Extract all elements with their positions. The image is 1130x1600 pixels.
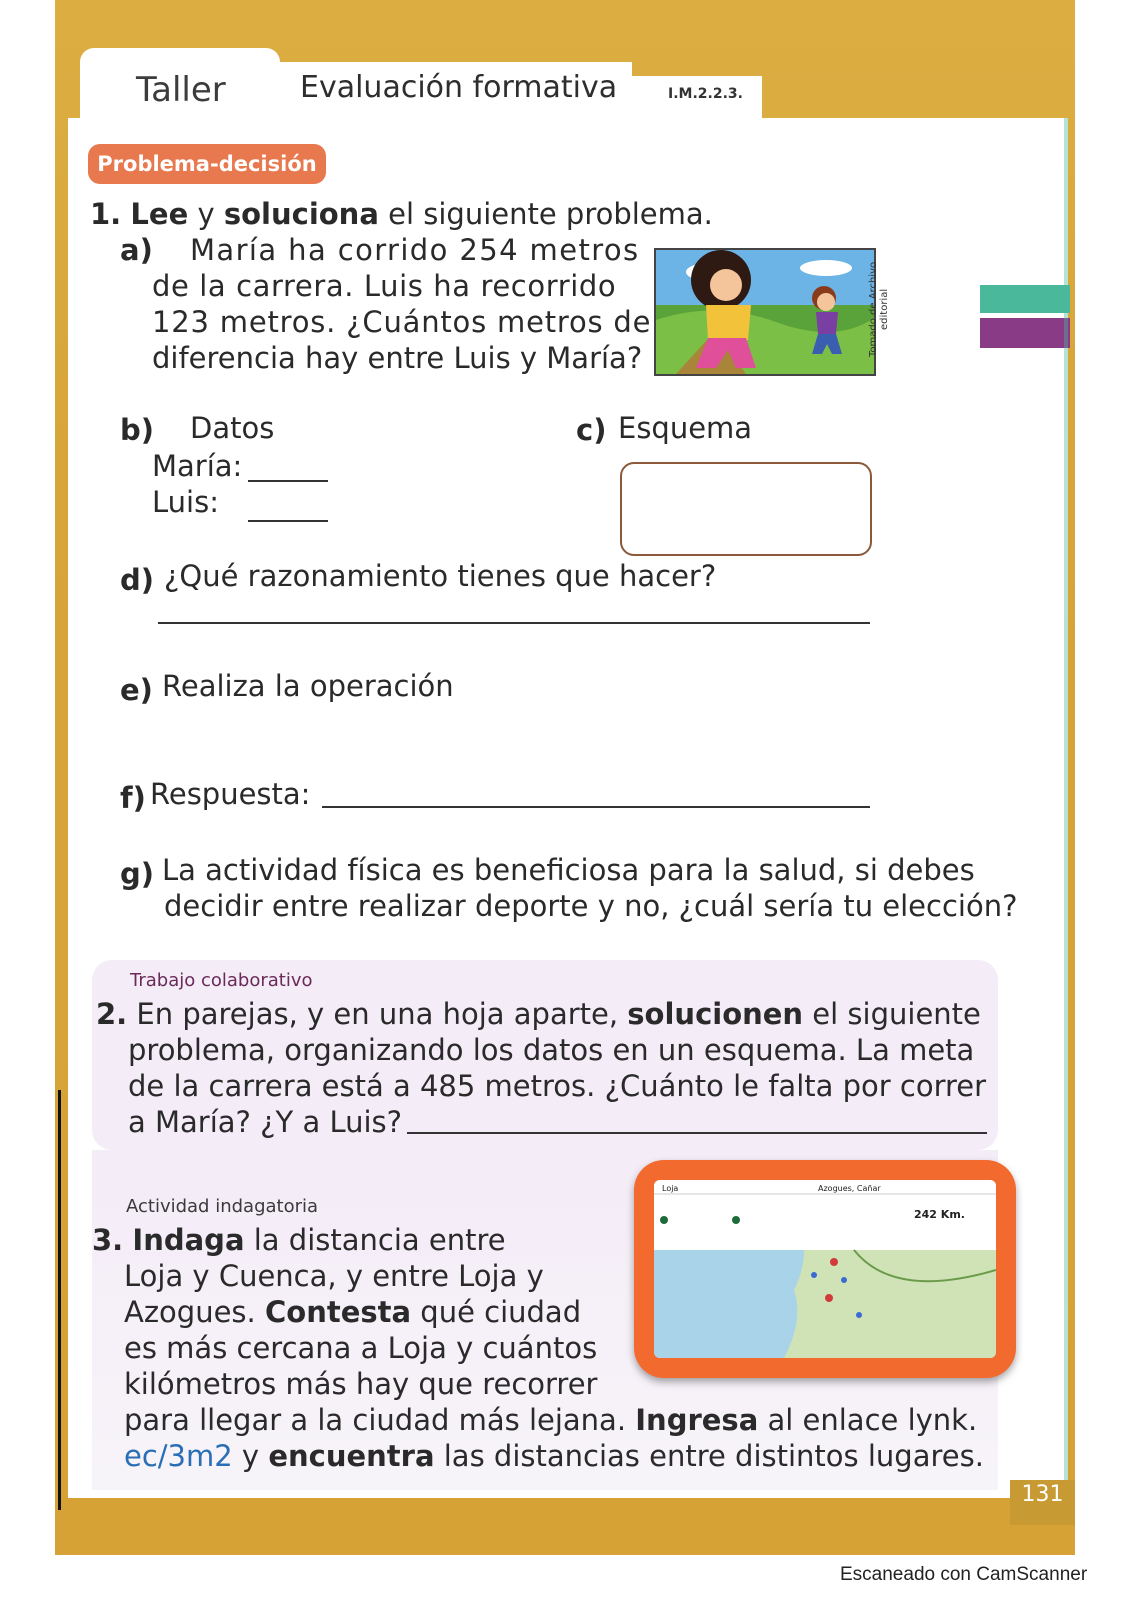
trabajo-colaborativo-label: Trabajo colaborativo xyxy=(130,970,313,991)
datos-luis-blank[interactable] xyxy=(248,520,328,522)
item-d-letter: d) xyxy=(120,563,155,597)
question-1-heading: 1. Lee y soluciona el siguiente problema. xyxy=(90,197,713,231)
problem-type-badge: Problema-decisión xyxy=(88,144,326,184)
item-f-text: Respuesta: xyxy=(150,777,311,811)
image-credit: Tomado de Archivo editorial xyxy=(868,261,890,357)
map-destination-label: Azogues, Cañar xyxy=(818,1184,881,1193)
question-2-line-4: a María? ¿Y a Luis? xyxy=(128,1105,403,1139)
question-2-line-3: de la carrera está a 485 metros. ¿Cuánto le falta por correr xyxy=(128,1069,987,1103)
razonamiento-answer-line[interactable] xyxy=(158,622,870,624)
question-3-line-4: es más cercana a Loja y cuántos xyxy=(124,1331,598,1365)
item-a-line-4: diferencia hay entre Luis y María? xyxy=(152,341,643,375)
esquema-answer-box[interactable] xyxy=(620,462,872,556)
question-2-line-2: problema, organizando los datos en un esquema. La meta xyxy=(128,1033,975,1067)
datos-maria-label: María: xyxy=(152,449,243,483)
item-a-line-1: María ha corrido 254 metros xyxy=(190,233,640,267)
item-g-line-1: La actividad física es beneficiosa para la salud, si debes xyxy=(162,853,975,887)
lynk-link[interactable]: ec/3m2 xyxy=(124,1439,233,1473)
respuesta-answer-line[interactable] xyxy=(322,806,870,808)
question-3-line-7: ec/3m2 y encuentra las distancias entre distintos lugares. xyxy=(124,1439,984,1473)
item-b-letter: b) xyxy=(120,413,155,447)
running-children-image xyxy=(654,248,876,376)
question-2-answer-line[interactable] xyxy=(407,1132,987,1134)
section-title-taller: Taller xyxy=(136,70,226,110)
map-screenshot xyxy=(654,1180,996,1358)
item-f-letter: f) xyxy=(120,781,146,815)
item-a-line-2: de la carrera. Luis ha recorrido xyxy=(152,269,617,303)
item-c-letter: c) xyxy=(576,413,607,447)
item-d-text: ¿Qué razonamiento tienes que hacer? xyxy=(164,559,717,593)
actividad-indagatoria-label: Actividad indagatoria xyxy=(126,1196,319,1217)
question-3-line-2: Loja y Cuenca, y entre Loja y xyxy=(124,1259,544,1293)
item-c-title: Esquema xyxy=(618,411,753,445)
item-e-letter: e) xyxy=(120,673,153,707)
operation-work-area[interactable] xyxy=(120,710,870,770)
question-3-line-5: kilómetros más hay que recorrer xyxy=(124,1367,598,1401)
question-3-line-6: para llegar a la ciudad más lejana. Ingresa al enlace lynk. xyxy=(124,1403,978,1437)
question-3-line-1: 3. Indaga la distancia entre xyxy=(92,1223,506,1257)
scanner-watermark: Escaneado con CamScanner xyxy=(840,1564,1088,1585)
item-g-letter: g) xyxy=(120,857,155,891)
item-b-title: Datos xyxy=(190,411,275,445)
item-e-text: Realiza la operación xyxy=(162,669,454,703)
page-number: 131 xyxy=(1010,1480,1075,1525)
decorative-stripe-green xyxy=(980,285,1070,313)
item-g-line-2: decidir entre realizar deporte y no, ¿cuál sería tu elección? xyxy=(164,889,1018,923)
section-title-evaluacion: Evaluación formativa xyxy=(300,70,618,105)
indicator-code: I.M.2.2.3. xyxy=(668,86,743,102)
map-origin-label: Loja xyxy=(662,1184,679,1193)
map-distance: 242 Km. xyxy=(914,1208,965,1221)
item-a-letter: a) xyxy=(120,233,153,267)
scan-edge-line xyxy=(58,1090,61,1510)
datos-maria-blank[interactable] xyxy=(248,480,328,482)
item-a-line-3: 123 metros. ¿Cuántos metros de xyxy=(152,305,652,339)
decorative-stripe-purple xyxy=(980,318,1070,348)
question-2-line-1: 2. En parejas, y en una hoja aparte, solucionen el siguiente xyxy=(96,997,981,1031)
question-3-line-3: Azogues. Contesta qué ciudad xyxy=(124,1295,582,1329)
decorative-edge-line xyxy=(1064,118,1068,1498)
datos-luis-label: Luis: xyxy=(152,485,219,519)
